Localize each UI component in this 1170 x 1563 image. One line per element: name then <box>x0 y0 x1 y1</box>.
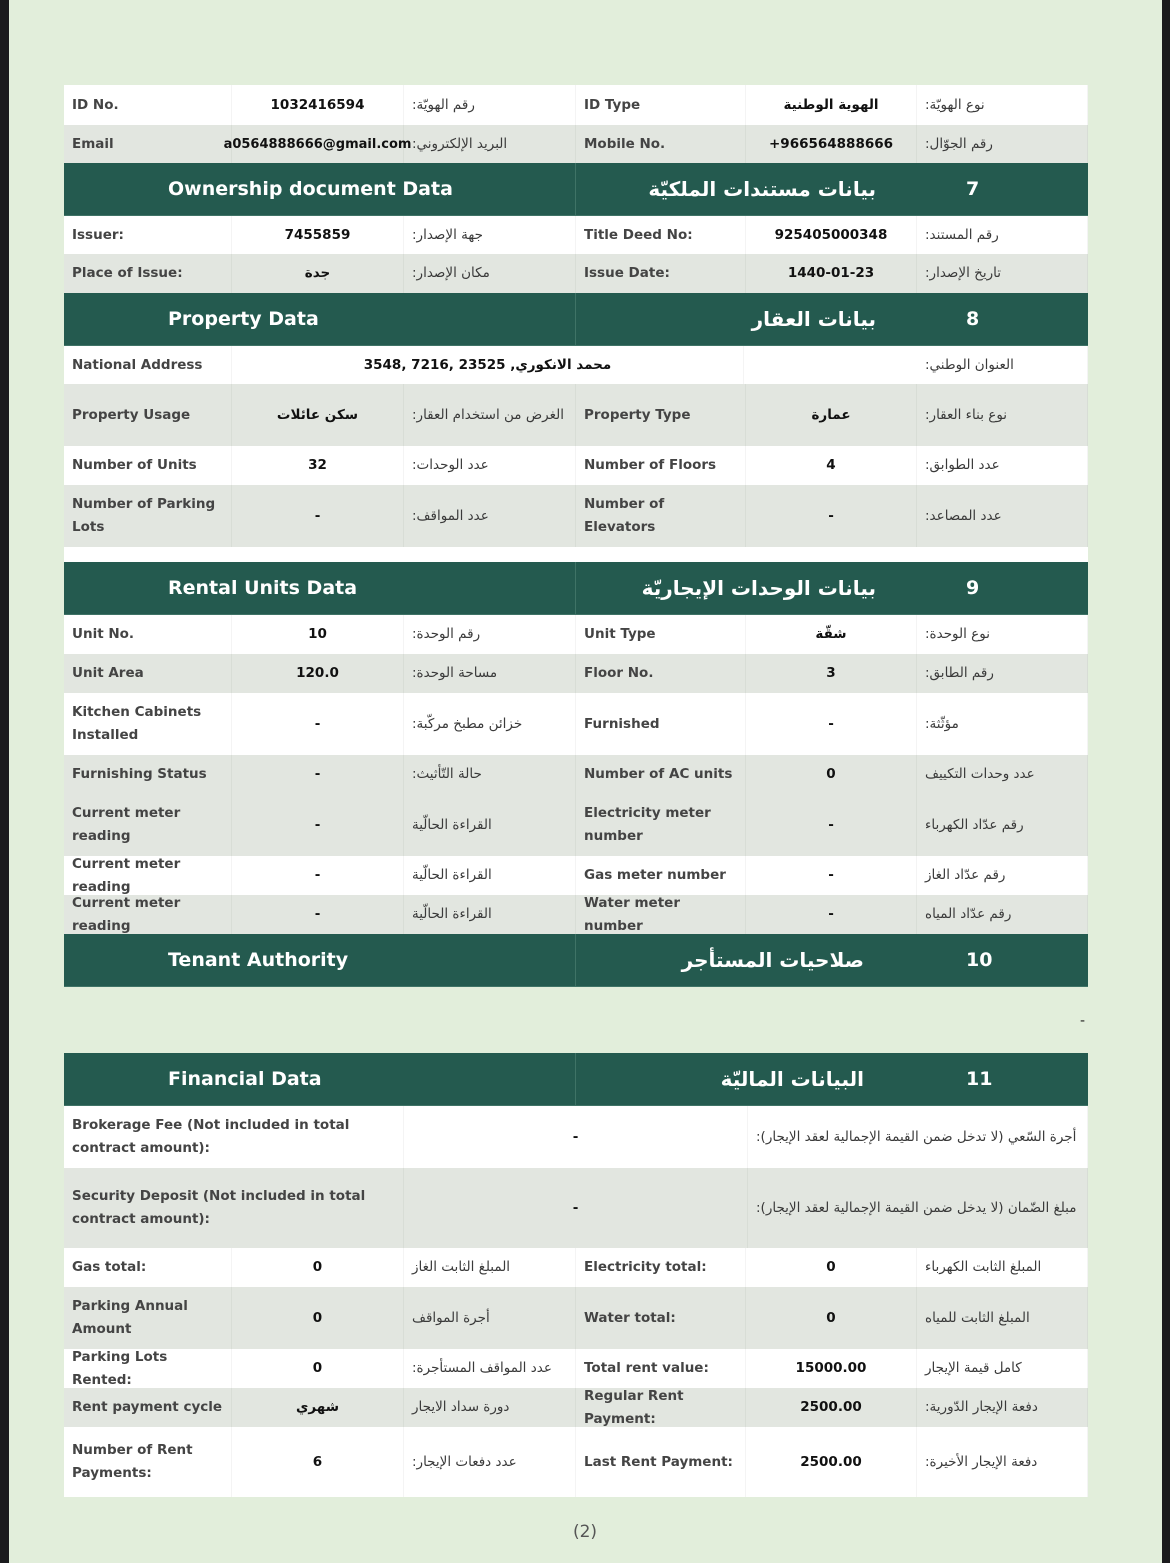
parking-rented-label-en: Parking Lots Rented: <box>64 1349 232 1388</box>
meter-reading-value: - <box>232 895 404 934</box>
total-rent-value: 15000.00 <box>746 1349 917 1388</box>
gas-meter-label-en: Gas meter number <box>576 856 746 895</box>
id-no-label-ar: رقم الهويّة: <box>404 85 576 125</box>
last-payment-label-ar: دفعة الإيجار الأخيرة: <box>917 1427 1088 1497</box>
gas-total-label-en: Gas total: <box>64 1248 232 1287</box>
section-title-en: Ownership document Data <box>64 163 576 215</box>
units-label-ar: عدد الوحدات: <box>404 446 576 485</box>
floors-label-ar: عدد الطوابق: <box>917 446 1088 485</box>
section-number: 7 <box>966 178 980 200</box>
table-row <box>64 1349 1088 1388</box>
parking-lots-value: - <box>232 485 404 547</box>
furnishing-status-label-ar: حالة التّأثيث: <box>404 755 576 794</box>
payment-cycle-value: شهري <box>232 1388 404 1427</box>
parking-annual-label-ar: أجرة المواقف <box>404 1287 576 1349</box>
section-header-tenant <box>64 934 1088 987</box>
regular-payment-value: 2500.00 <box>746 1388 917 1427</box>
issuer-label-en: Issuer: <box>64 216 232 254</box>
unit-no-label-en: Unit No. <box>64 615 232 654</box>
table-row <box>64 346 1088 384</box>
unit-type-value: شقّة <box>746 615 917 654</box>
property-usage-label-en: Property Usage <box>64 384 232 446</box>
section-title-en: Financial Data <box>64 1053 576 1105</box>
electricity-meter-label-en: Electricity meter number <box>576 794 746 856</box>
table-row <box>64 216 1088 254</box>
property-type-value: عمارة <box>746 384 917 446</box>
section-title-en: Property Data <box>64 293 576 345</box>
ac-units-label-ar: عدد وحدات التكييف <box>917 755 1088 794</box>
parking-lots-label-ar: عدد المواقف: <box>404 485 576 547</box>
section-header-financial <box>64 1053 1088 1106</box>
unit-area-value: 120.0 <box>232 654 404 693</box>
national-address-value: محمد الانكوري, 23525 ,7216 ,3548 <box>232 346 744 384</box>
total-rent-label-ar: كامل قيمة الإيجار <box>917 1349 1088 1388</box>
electricity-total-label-en: Electricity total: <box>576 1248 746 1287</box>
table-row <box>64 895 1088 934</box>
gas-total-label-ar: المبلغ الثابت الغاز <box>404 1248 576 1287</box>
kitchen-cabinets-label-en: Kitchen Cabinets Installed <box>64 693 232 755</box>
table-row <box>64 85 1088 125</box>
section-number: 10 <box>966 949 993 971</box>
ac-units-label-en: Number of AC units <box>576 755 746 794</box>
section-number: 8 <box>966 308 980 330</box>
furnished-label-en: Furnished <box>576 693 746 755</box>
meter-reading-label-ar: القراءة الحالّية <box>404 856 576 895</box>
water-meter-label-ar: رقم عدّاد المياه <box>917 895 1088 934</box>
spacer-row <box>64 547 1088 562</box>
gas-total-value: 0 <box>232 1248 404 1287</box>
id-no-label-en: ID No. <box>64 85 232 125</box>
parking-rented-label-ar: عدد المواقف المستأجرة: <box>404 1349 576 1388</box>
floor-no-label-en: Floor No. <box>576 654 746 693</box>
meter-reading-label-ar: القراءة الحالّية <box>404 794 576 856</box>
table-row <box>64 693 1088 755</box>
section-number: 11 <box>966 1068 993 1090</box>
table-row <box>64 485 1088 547</box>
unit-area-label-en: Unit Area <box>64 654 232 693</box>
table-row <box>64 1427 1088 1497</box>
elevators-label-ar: عدد المصاعد: <box>917 485 1088 547</box>
section-title-ar: بيانات العقار <box>751 307 876 331</box>
id-type-label-ar: نوع الهويّة: <box>917 85 1088 125</box>
property-usage-value: سكن عائلات <box>232 384 404 446</box>
elevators-label-en: Number of Elevators <box>576 485 746 547</box>
table-row <box>64 654 1088 693</box>
tenant-authority-value: - <box>1080 1013 1086 1029</box>
issuer-value: 7455859 <box>232 216 404 254</box>
property-type-label-en: Property Type <box>576 384 746 446</box>
water-total-value: 0 <box>746 1287 917 1349</box>
unit-type-label-en: Unit Type <box>576 615 746 654</box>
table-row <box>64 125 1088 163</box>
water-meter-value: - <box>746 895 917 934</box>
unit-area-label-ar: مساحة الوحدة: <box>404 654 576 693</box>
section-title-ar: صلاحيات المستأجر <box>681 948 864 972</box>
table-row <box>64 1287 1088 1349</box>
floor-no-label-ar: رقم الطابق: <box>917 654 1088 693</box>
kitchen-cabinets-value: - <box>232 693 404 755</box>
furnishing-status-label-en: Furnishing Status <box>64 755 232 794</box>
electricity-total-label-ar: المبلغ الثابت الكهرباء <box>917 1248 1088 1287</box>
id-type-value: الهوية الوطنية <box>746 85 917 125</box>
water-meter-label-en: Water meter number <box>576 895 746 934</box>
email-value: a0564888666@gmail.com <box>232 125 404 163</box>
title-deed-label-en: Title Deed No: <box>576 216 746 254</box>
security-deposit-label-en: Security Deposit (Not included in total contract amount): <box>64 1168 404 1248</box>
page-number: (2) <box>572 1522 598 1542</box>
regular-payment-label-ar: دفعة الإيجار الدّورية: <box>917 1388 1088 1427</box>
meter-reading-label-en: Current meter reading <box>64 895 232 934</box>
id-type-label-en: ID Type <box>576 85 746 125</box>
section-title-ar: البيانات الماليّة <box>720 1067 864 1091</box>
rent-payments-count-label-ar: عدد دفعات الإيجار: <box>404 1427 576 1497</box>
table-row <box>64 384 1088 446</box>
floors-value: 4 <box>746 446 917 485</box>
section-title-en: Tenant Authority <box>64 934 576 986</box>
table-row <box>64 755 1088 794</box>
section-title-ar: بيانات مستندات الملكيّة <box>648 177 876 201</box>
table-row <box>64 1388 1088 1427</box>
parking-lots-label-en: Number of Parking Lots <box>64 485 232 547</box>
payment-cycle-label-en: Rent payment cycle <box>64 1388 232 1427</box>
unit-no-label-ar: رقم الوحدة: <box>404 615 576 654</box>
table-row <box>64 856 1088 895</box>
security-deposit-label-ar: مبلغ الضّمان (لا يدخل ضمن القيمة الإجمالية لعقد الإيجار): <box>748 1168 1088 1248</box>
rent-payments-count-label-en: Number of Rent Payments: <box>64 1427 232 1497</box>
furnished-value: - <box>746 693 917 755</box>
electricity-total-value: 0 <box>746 1248 917 1287</box>
place-of-issue-label-en: Place of Issue: <box>64 254 232 293</box>
table-row <box>64 1106 1088 1168</box>
unit-type-label-ar: نوع الوحدة: <box>917 615 1088 654</box>
property-type-label-ar: نوع بناء العقار: <box>917 384 1088 446</box>
title-deed-label-ar: رقم المستند: <box>917 216 1088 254</box>
regular-payment-label-en: Regular Rent Payment: <box>576 1388 746 1427</box>
gas-meter-value: - <box>746 856 917 895</box>
parking-rented-value: 0 <box>232 1349 404 1388</box>
water-total-label-ar: المبلغ الثابت للمياه <box>917 1287 1088 1349</box>
meter-reading-label-en: Current meter reading <box>64 856 232 895</box>
units-label-en: Number of Units <box>64 446 232 485</box>
issue-date-label-ar: تاريخ الإصدار: <box>917 254 1088 293</box>
kitchen-cabinets-label-ar: خزائن مطبخ مركّبة: <box>404 693 576 755</box>
brokerage-fee-value: - <box>404 1106 748 1168</box>
table-row <box>64 446 1088 485</box>
table-row <box>64 254 1088 293</box>
last-payment-label-en: Last Rent Payment: <box>576 1427 746 1497</box>
mobile-label-ar: رقم الجوّال: <box>917 125 1088 163</box>
issue-date-label-en: Issue Date: <box>576 254 746 293</box>
section-title-en: Rental Units Data <box>64 562 576 614</box>
floors-label-en: Number of Floors <box>576 446 746 485</box>
unit-no-value: 10 <box>232 615 404 654</box>
table-row <box>64 794 1088 856</box>
units-value: 32 <box>232 446 404 485</box>
security-deposit-value: - <box>404 1168 748 1248</box>
brokerage-fee-label-en: Brokerage Fee (Not included in total contract amount): <box>64 1106 404 1168</box>
electricity-meter-label-ar: رقم عدّاد الكهرباء <box>917 794 1088 856</box>
id-no-value: 1032416594 <box>232 85 404 125</box>
meter-reading-value: - <box>232 794 404 856</box>
contract-table-financial <box>64 1053 1088 1497</box>
gas-meter-label-ar: رقم عدّاد الغاز <box>917 856 1088 895</box>
water-total-label-en: Water total: <box>576 1287 746 1349</box>
furnishing-status-value: - <box>232 755 404 794</box>
title-deed-value: 925405000348 <box>746 216 917 254</box>
meter-reading-label-en: Current meter reading <box>64 794 232 856</box>
mobile-label-en: Mobile No. <box>576 125 746 163</box>
issuer-label-ar: جهة الإصدار: <box>404 216 576 254</box>
ac-units-value: 0 <box>746 755 917 794</box>
table-row <box>64 1248 1088 1287</box>
email-label-ar: البريد الإلكتروني: <box>404 125 576 163</box>
rent-payments-count-value: 6 <box>232 1427 404 1497</box>
last-payment-value: 2500.00 <box>746 1427 917 1497</box>
contract-table-top <box>64 85 1088 562</box>
table-row <box>64 1168 1088 1248</box>
property-usage-label-ar: الغرض من استخدام العقار: <box>404 384 576 446</box>
furnished-label-ar: مؤثّثة: <box>917 693 1088 755</box>
meter-reading-value: - <box>232 856 404 895</box>
national-address-label-ar: العنوان الوطني: <box>917 346 1088 384</box>
section-header-rental <box>64 562 1088 615</box>
floor-no-value: 3 <box>746 654 917 693</box>
parking-annual-label-en: Parking Annual Amount <box>64 1287 232 1349</box>
elevators-value: - <box>746 485 917 547</box>
meter-reading-label-ar: القراءة الحالّية <box>404 895 576 934</box>
mobile-value: +966564888666 <box>746 125 917 163</box>
section-header-property <box>64 293 1088 346</box>
table-row <box>64 615 1088 654</box>
section-number: 9 <box>966 577 980 599</box>
contract-table-rental <box>64 562 1088 987</box>
electricity-meter-value: - <box>746 794 917 856</box>
parking-annual-value: 0 <box>232 1287 404 1349</box>
place-of-issue-label-ar: مكان الإصدار: <box>404 254 576 293</box>
total-rent-label-en: Total rent value: <box>576 1349 746 1388</box>
section-title-ar: بيانات الوحدات الإيجاريّة <box>641 576 876 600</box>
section-header-ownership <box>64 163 1088 216</box>
national-address-label-en: National Address <box>64 346 232 384</box>
place-of-issue-value: جدة <box>232 254 404 293</box>
brokerage-fee-label-ar: أجرة السّعي (لا تدخل ضمن القيمة الإجمالية لعقد الإيجار): <box>748 1106 1088 1168</box>
email-label-en: Email <box>64 125 232 163</box>
issue-date-value: 1440-01-23 <box>746 254 917 293</box>
payment-cycle-label-ar: دورة سداد الايجار <box>404 1388 576 1427</box>
